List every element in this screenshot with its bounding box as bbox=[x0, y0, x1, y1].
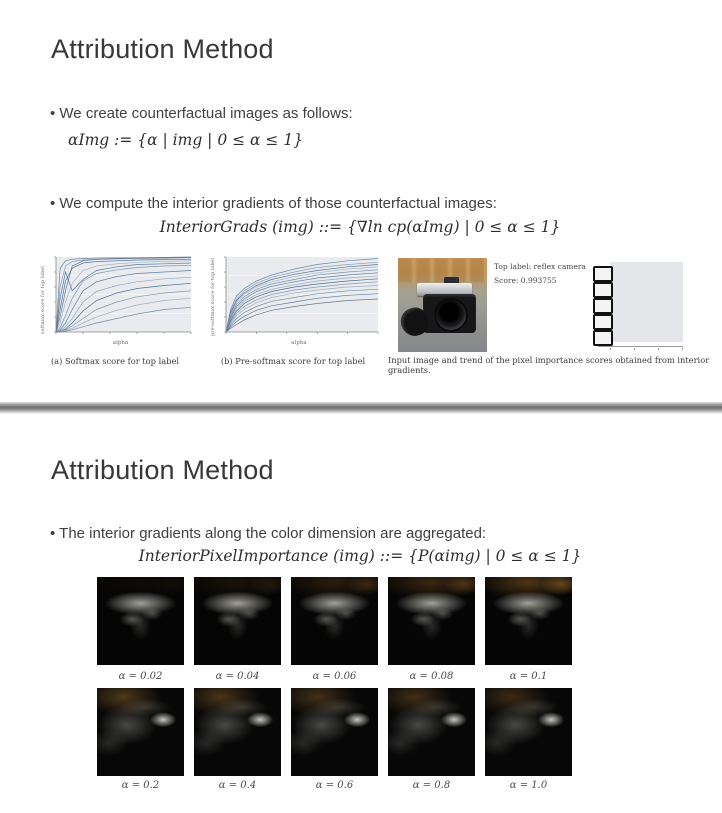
importance-image-alpha-0.4 bbox=[194, 688, 281, 776]
chart-a-xlabel: alpha bbox=[112, 340, 129, 346]
importance-image-alpha-0.2 bbox=[97, 688, 184, 776]
photo-background-bricks bbox=[398, 258, 487, 282]
figure-presoftmax-chart bbox=[208, 254, 380, 350]
chart-b-caption: (b) Pre-softmax score for top label bbox=[220, 356, 366, 366]
chart-b-ylabel: pre-softmax score for top label bbox=[210, 257, 216, 336]
trend-tick bbox=[658, 348, 659, 350]
formula-pixel-importance: InteriorPixelImportance (img) ::= {P(αimg) | 0 ≤ α ≤ 1} bbox=[138, 547, 582, 565]
input-image-caption: Input image and trend of the pixel importance scores obtained from interior gradients. bbox=[388, 355, 710, 375]
trend-x-axis bbox=[598, 346, 683, 347]
slide-2 bbox=[0, 414, 722, 813]
alpha-caption: α = 0.1 bbox=[509, 671, 548, 682]
alpha-caption: α = 0.02 bbox=[118, 671, 163, 682]
slide-1-bullet-1: • We create counterfactual images as follows: bbox=[50, 105, 353, 122]
trend-tick bbox=[610, 348, 611, 350]
importance-image-alpha-0.04 bbox=[194, 577, 281, 665]
slide-1-title: Attribution Method bbox=[51, 34, 274, 64]
slide-1-bullet-2: • We compute the interior gradients of those counterfactual images: bbox=[50, 195, 497, 212]
formula-alpha-img: αImg := {α | img | 0 ≤ α ≤ 1} bbox=[68, 131, 304, 149]
trend-frame-2 bbox=[593, 282, 613, 298]
chart-a-ylabel: softmax score for top label bbox=[40, 266, 46, 334]
trend-tick bbox=[634, 348, 635, 350]
alpha-caption: α = 0.6 bbox=[315, 780, 354, 791]
chart-b-xlabel: alpha bbox=[291, 340, 307, 346]
alpha-caption: α = 0.8 bbox=[412, 780, 451, 791]
trend-tick bbox=[682, 348, 683, 350]
formula-interior-grads: InteriorGrads (img) ::= {∇ln cp(αImg) | 0 ≤ α ≤ 1} bbox=[159, 218, 561, 236]
alpha-caption: α = 0.06 bbox=[312, 671, 357, 682]
trend-frame-3 bbox=[593, 298, 613, 314]
photo-score: Score: 0.993755 bbox=[494, 276, 557, 285]
photo-top-label: Top label: reflex camera bbox=[494, 262, 586, 271]
figure-softmax-chart bbox=[38, 254, 193, 350]
importance-image-alpha-0.08 bbox=[388, 577, 475, 665]
alpha-caption: α = 0.04 bbox=[215, 671, 260, 682]
softmax-score-line-chart bbox=[48, 254, 193, 340]
importance-image-alpha-0.02 bbox=[97, 577, 184, 665]
slide-2-title: Attribution Method bbox=[51, 455, 274, 485]
slide-2-bullet: • The interior gradients along the color dimension are aggregated: bbox=[50, 525, 486, 542]
importance-image-alpha-0.06 bbox=[291, 577, 378, 665]
presoftmax-score-line-chart bbox=[218, 254, 380, 340]
trend-frame-4 bbox=[593, 314, 613, 330]
input-image-reflex-camera bbox=[398, 258, 487, 352]
importance-image-alpha-0.8 bbox=[388, 688, 475, 776]
alpha-caption: α = 0.2 bbox=[121, 780, 160, 791]
slide-1 bbox=[0, 0, 722, 402]
slide-divider bbox=[0, 402, 722, 414]
chart-a-caption: (a) Softmax score for top label bbox=[50, 356, 180, 366]
alpha-caption: α = 0.08 bbox=[409, 671, 454, 682]
figure-importance-trend bbox=[590, 258, 690, 354]
alpha-caption: α = 1.0 bbox=[509, 780, 548, 791]
trend-frame-5 bbox=[593, 330, 613, 346]
trend-frame-1 bbox=[593, 266, 613, 282]
importance-image-alpha-0.1 bbox=[485, 577, 572, 665]
trend-panel bbox=[610, 262, 683, 342]
alpha-caption: α = 0.4 bbox=[218, 780, 257, 791]
importance-image-alpha-1.0 bbox=[485, 688, 572, 776]
importance-image-alpha-0.6 bbox=[291, 688, 378, 776]
camera-lens bbox=[434, 298, 468, 332]
